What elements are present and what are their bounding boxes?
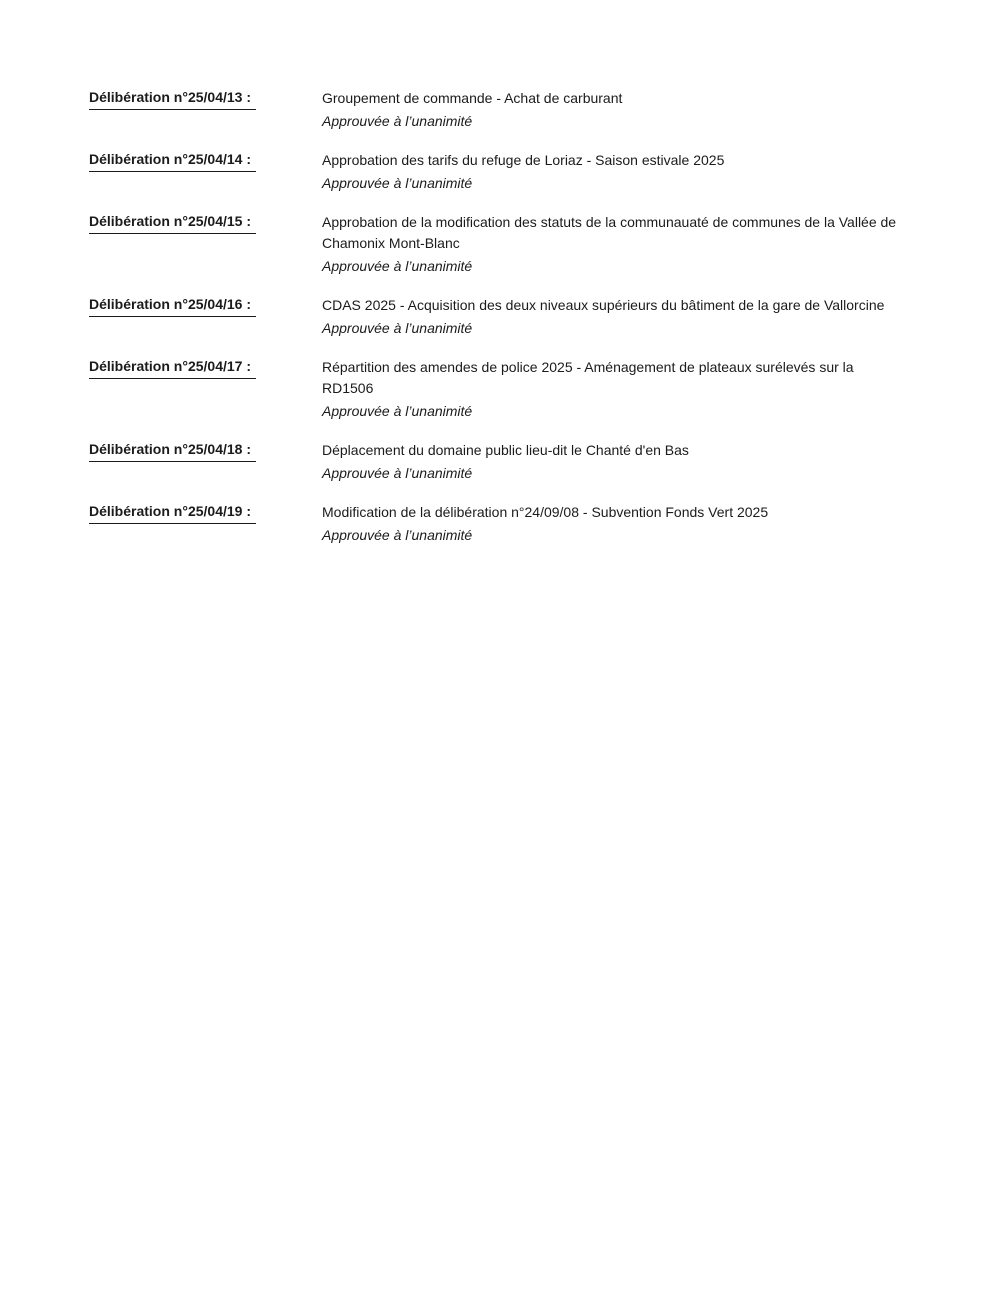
label-column [89,212,322,234]
deliberation-entry-14 [89,150,940,194]
deliberation-status: Approuvée à l’unanimité [322,175,473,191]
content-column [322,295,904,339]
content-column [322,440,904,484]
label-column [89,440,322,462]
content-column [322,357,904,422]
deliberation-title: Modification de la délibération n°24/09/08 - Subvention Fonds Vert 2025 [322,504,769,520]
deliberation-status: Approuvée à l’unanimité [322,258,473,274]
deliberation-label: Délibération n°25/04/19 : [89,502,256,524]
deliberation-title: Groupement de commande - Achat de carburant [322,90,623,106]
deliberation-status: Approuvée à l’unanimité [322,527,473,543]
deliberation-entry-15 [89,212,940,277]
deliberation-label: Délibération n°25/04/16 : [89,295,256,317]
label-column [89,357,322,379]
deliberation-status: Approuvée à l’unanimité [322,320,473,336]
label-column [89,150,322,172]
deliberation-title: CDAS 2025 - Acquisition des deux niveaux supérieurs du bâtiment de la gare de Vallorcine [322,297,885,313]
deliberation-entry-17 [89,357,940,422]
content-column [322,150,904,194]
deliberation-status: Approuvée à l’unanimité [322,113,473,129]
label-column [89,502,322,524]
label-column [89,295,322,317]
deliberation-list [89,88,940,564]
deliberation-title: Approbation de la modification des statuts de la communauaté de communes de la Vallée de Chamonix Mont-Blanc [322,214,897,251]
deliberation-status: Approuvée à l’unanimité [322,403,473,419]
deliberation-status: Approuvée à l’unanimité [322,465,473,481]
deliberation-entry-18 [89,440,940,484]
content-column [322,88,904,132]
deliberation-entry-13 [89,88,940,132]
deliberation-title: Approbation des tarifs du refuge de Loriaz - Saison estivale 2025 [322,152,725,168]
deliberation-title: Répartition des amendes de police 2025 - Aménagement de plateaux surélevés sur la RD1506 [322,359,854,396]
label-column [89,88,322,110]
content-column [322,502,904,546]
deliberation-label: Délibération n°25/04/13 : [89,88,256,110]
deliberation-label: Délibération n°25/04/15 : [89,212,256,234]
deliberation-label: Délibération n°25/04/18 : [89,440,256,462]
content-column [322,212,904,277]
deliberation-entry-16 [89,295,940,339]
deliberation-label: Délibération n°25/04/14 : [89,150,256,172]
deliberation-label: Délibération n°25/04/17 : [89,357,256,379]
deliberation-entry-19 [89,502,940,546]
deliberation-title: Déplacement du domaine public lieu-dit le Chanté d'en Bas [322,442,689,458]
